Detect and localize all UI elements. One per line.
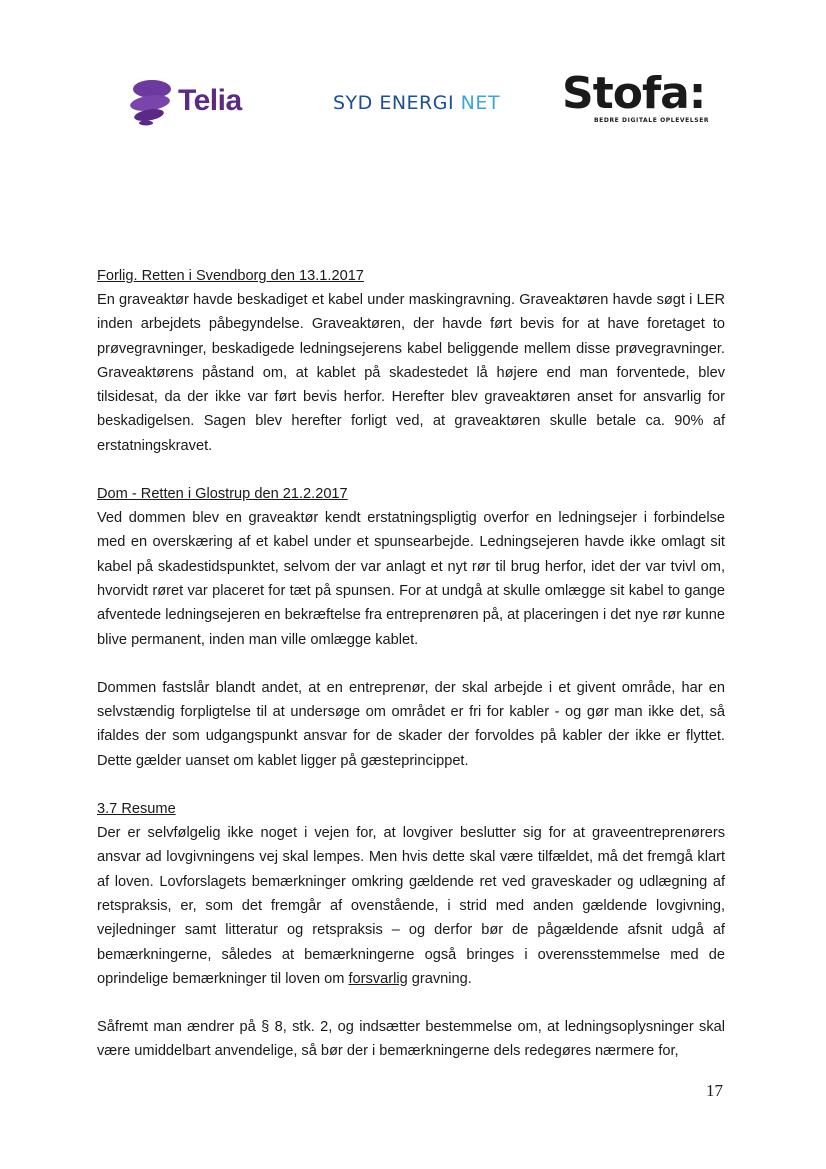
underlined-word: forsvarlig (348, 970, 408, 987)
section-paragraph: Ved dommen blev en graveaktør kendt erstatningspligtig overfor en ledningsejer i forbindelse med en overskæring af et kabel under et spunsearbejde. Ledningsejeren havde ikke omlagt sit kabel på skadestidspunktet, selvom der var anlagt et nyt rør til brug herfor, idet der var tvivl om, hvorvidt røret var placeret for tæt på spunsen. For at undgå at skulle omlægge sit kabel to gange afventede ledningsejeren en bekræftelse fra entreprenøren på, at placeringen i det nye rør kunne blive permanent, inden man ville omlægge kablet. (97, 510, 725, 648)
telia-wordmark: Telia (178, 84, 242, 117)
stofa-tagline: BEDRE DIGITALE OPLEVELSER (594, 117, 710, 124)
section-glostrup (97, 482, 725, 773)
net-wordmark: NET (460, 92, 500, 114)
telia-logo (128, 76, 242, 126)
section-paragraph: En graveaktør havde beskadiget et kabel under maskingravning. Graveaktøren havde søgt i LER inden arbejdets påbegyndelse. Graveaktøren, der havde ført bevis for at have foretaget to prøvegravninger, beskadigede ledningsejerens kabel beliggende mellem disse prøvegravninger. Graveaktørens påstand om, at kablet på skadestedet lå højere end man forventede, blev tilsidesat, da der ikke var ført bevis herfor. Herefter blev graveaktøren anset for ansvarlig for beskadigelsen. Sagen blev herefter forligt ved, at graveaktøren skulle betale ca. 90% af erstatningskravet. (97, 292, 725, 454)
paragraph-text: gravning. (411, 970, 472, 987)
stofa-logo (562, 68, 710, 124)
section-heading: Dom - Retten i Glostrup den 21.2.2017 (97, 486, 348, 503)
section-resume (97, 797, 725, 1064)
syd-energi-wordmark: SYD ENERGI (333, 92, 455, 114)
section-paragraph: Dommen fastslår blandt andet, at en entreprenør, der skal arbejde i et givent område, har en selvstændig forpligtelse til at undersøge om området er fri for kabler - og gør man ikke det, så ifaldes der som udgangspunkt ansvar for de skader der forvoldes på kabler der ikke er flyttet. Dette gælder uanset om kablet ligger på gæsteprincippet. (97, 679, 725, 769)
section-heading: 3.7 Resume (97, 801, 176, 818)
section-paragraph: Såfremt man ændrer på § 8, stk. 2, og indsætter bestemmelse om, at ledningsoplysninger skal være umiddelbart anvendelige, så bør der i bemærkningerne dels redegøres nærmere for, (97, 1019, 725, 1060)
stofa-wordmark: Stofa: (562, 68, 706, 119)
section-paragraph (97, 821, 725, 991)
document-body (97, 264, 725, 1088)
logo-bar (0, 70, 826, 140)
paragraph-text: Der er selvfølgelig ikke noget i vejen for, at lovgiver beslutter sig for at graveentreprenørers ansvar ad lovgivningens vej skal lempes. Men hvis dette skal være tilfældet, må det fremgå klart af loven. Lovforslagets bemærkninger omkring gældende ret ved graveskader og udlægning af retspraksis, er, som det fremgår af ovenstående, i strid med anden gældende lovgivning, vejledninger samt litteratur og retspraksis – og derfor bør de pågældende afsnit udgå af bemærkningerne, således at bemærkningerne også bringes i overensstemmelse med de oprindelige bemærkninger til loven om (97, 825, 725, 987)
section-svendborg (97, 264, 725, 458)
section-heading: Forlig. Retten i Svendborg den 13.1.2017 (97, 268, 364, 284)
telia-pebble-icon (128, 76, 174, 126)
syd-energi-net-logo (333, 92, 500, 114)
page-number: 17 (706, 1081, 723, 1100)
